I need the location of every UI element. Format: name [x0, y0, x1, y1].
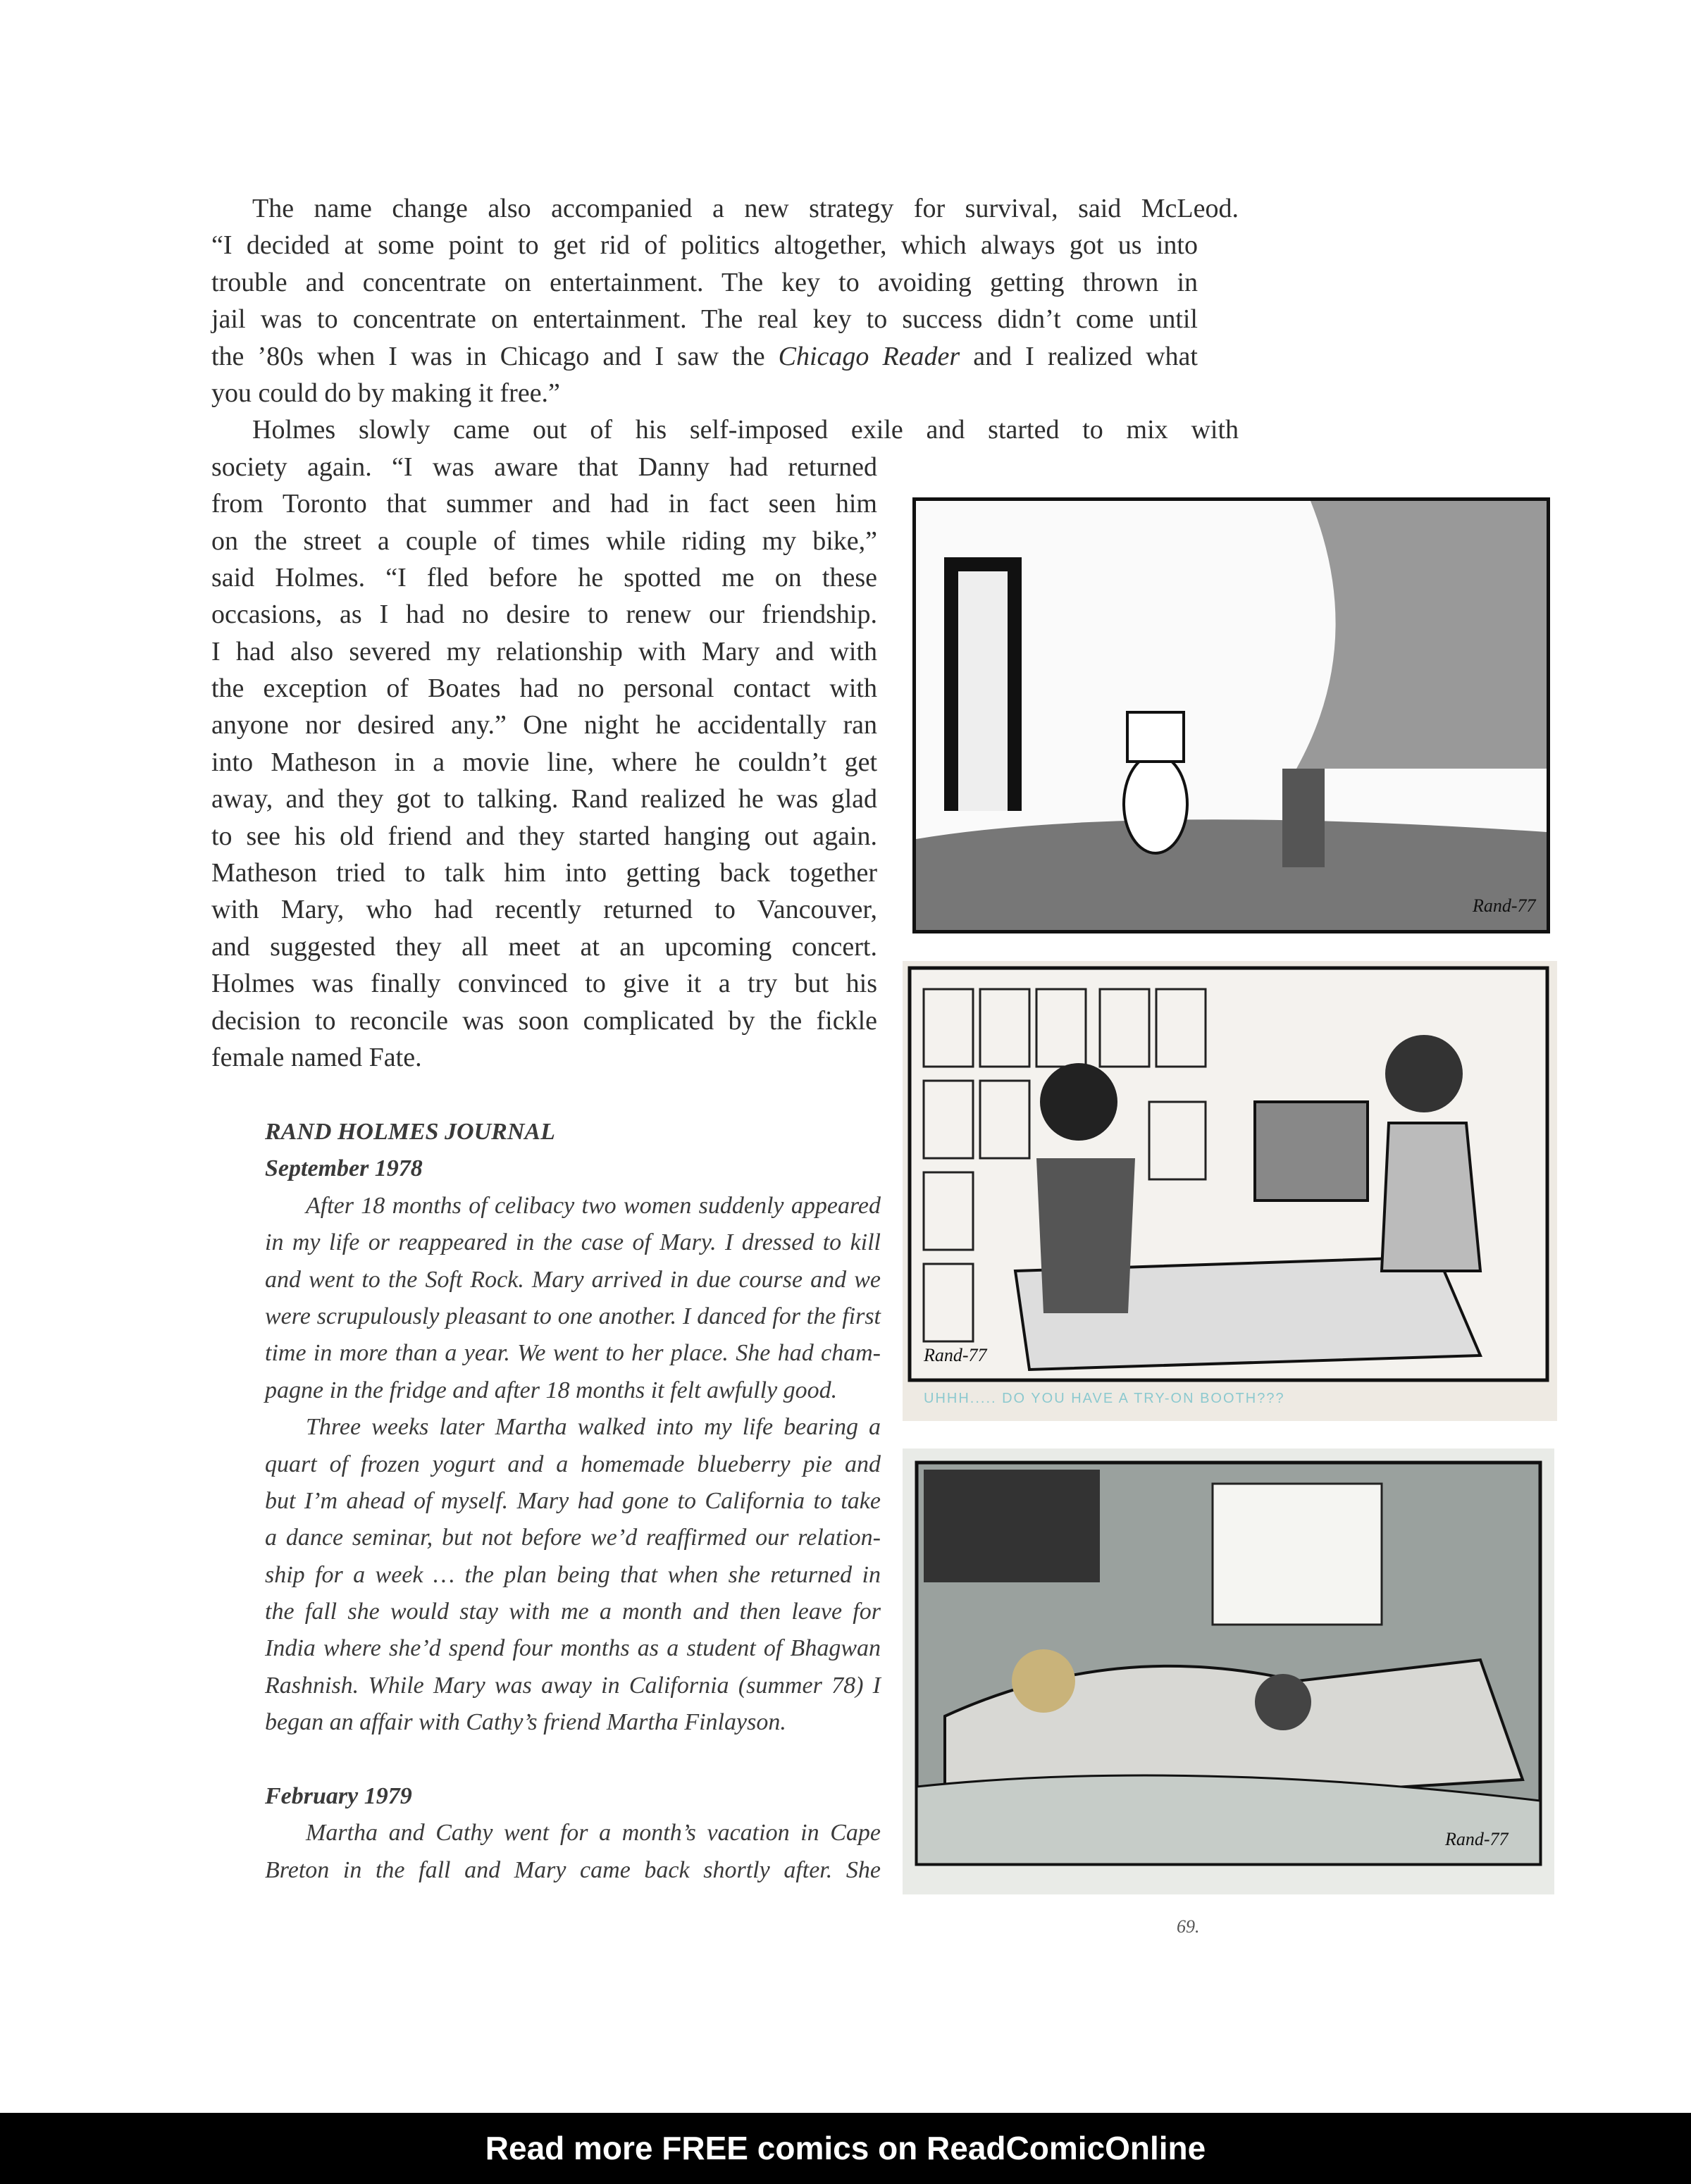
text-line: to see his old friend and they started hanging out again.: [211, 821, 877, 851]
text-line: ship for a week … the plan being that when she returned in: [265, 1561, 881, 1588]
text-line: the exception of Boates had no personal contact with: [211, 674, 877, 704]
artist-signature: Rand-77: [1473, 895, 1536, 916]
text-line: decision to reconcile was soon complicated by the fickle: [211, 1005, 877, 1036]
text-line: Breton in the fall and Mary came back shortly after. She: [265, 1856, 881, 1883]
text-line: female named Fate.: [211, 1042, 422, 1072]
journal-title: RAND HOLMES JOURNAL: [265, 1119, 555, 1145]
text-line: a dance seminar, but not before we’d reaffirmed our relation-: [265, 1525, 881, 1551]
text-segment: the ’80s when I was in Chicago and I saw the: [211, 341, 779, 371]
text-line: After 18 months of celibacy two women suddenly appeared: [306, 1192, 881, 1219]
text-line: away, and they got to talking. Rand realized he was glad: [211, 784, 877, 814]
text-line: Three weeks later Martha walked into my life bearing a: [306, 1414, 881, 1441]
text-line: said Holmes. “I fled before he spotted me on these: [211, 562, 877, 592]
text-line: with Mary, who had recently returned to Vancouver,: [211, 895, 877, 925]
promo-footer-banner[interactable]: Read more FREE comics on ReadComicOnline: [0, 2113, 1691, 2184]
text-line: I had also severed my relationship with Mary and with: [211, 636, 877, 666]
journal-entry-date: February 1979: [265, 1783, 412, 1810]
text-segment: and I realized what: [960, 341, 1198, 371]
page-number: 69.: [1177, 1916, 1200, 1937]
text-line: trouble and concentrate on entertainment. The key to avoiding getting thrown in: [211, 267, 1198, 297]
illustration-art: [903, 961, 1557, 1421]
comic-illustration-bedroom: [903, 1448, 1554, 1894]
text-line: began an affair with Cathy’s friend Martha Finlayson.: [265, 1709, 786, 1736]
text-line: “I decided at some point to get rid of politics altogether, which always got us into: [211, 230, 1198, 261]
text-line: The name change also accompanied a new strategy for survival, said McLeod.: [252, 194, 1239, 223]
journal-excerpt: [265, 1114, 881, 1889]
text-line: Martha and Cathy went for a month’s vacation in Cape: [306, 1820, 881, 1847]
text-line: were scrupulously pleasant to one another. I danced for the first: [265, 1303, 881, 1329]
text-line: anyone nor desired any.” One night he accidentally ran: [211, 710, 877, 740]
publication-title: Chicago Reader: [778, 341, 960, 371]
comic-illustration-shop: [903, 961, 1557, 1421]
text-line: jail was to concentrate on entertainment. The real key to success didn’t come until: [211, 304, 1198, 335]
artist-signature: Rand-77: [1445, 1829, 1509, 1849]
illustration-art: [903, 1448, 1554, 1894]
text-line: society again. “I was aware that Danny had returned: [211, 452, 877, 482]
text-line: Holmes slowly came out of his self-imposed exile and started to mix with: [252, 415, 1239, 445]
text-line: but I’m ahead of myself. Mary had gone to California to take: [265, 1487, 881, 1514]
text-line: and suggested they all meet at an upcoming concert.: [211, 931, 877, 962]
journal-entry-date: September 1978: [265, 1155, 423, 1182]
text-line: occasions, as I had no desire to renew our friendship.: [211, 600, 877, 630]
comic-illustration-bathroom: [912, 497, 1550, 933]
text-line: time in more than a year. We went to her place. She had cham-: [265, 1340, 881, 1367]
text-line: into Matheson in a movie line, where he couldn’t get: [211, 747, 877, 777]
text-line: [211, 338, 1198, 375]
text-line: Holmes was finally convinced to give it a try but his: [211, 969, 877, 999]
artist-signature: Rand-77: [924, 1345, 987, 1365]
text-line: and went to the Soft Rock. Mary arrived in due course and we: [265, 1266, 881, 1293]
spacer: [265, 1742, 881, 1778]
text-line: the fall she would stay with me a month and then leave for: [265, 1599, 881, 1625]
text-line: on the street a couple of times while riding my bike,”: [211, 526, 877, 556]
text-line: Rashnish. While Mary was away in California (summer 78) I: [265, 1672, 881, 1699]
text-line: India where she’d spend four months as a student of Bhagwan: [265, 1635, 881, 1662]
text-line: from Toronto that summer and had in fact seen him: [211, 489, 877, 519]
text-line: pagne in the fridge and after 18 months it felt awfully good.: [265, 1377, 838, 1403]
text-line: Matheson tried to talk him into getting back together: [211, 858, 877, 888]
text-line: you could do by making it free.”: [211, 378, 560, 408]
illustration-art: [916, 501, 1547, 930]
pencil-caption: UHHH..... DO YOU HAVE A TRY-ON BOOTH???: [924, 1391, 1285, 1406]
text-line: quart of frozen yogurt and a homemade blueberry pie and: [265, 1451, 881, 1477]
text-line: in my life or reappeared in the case of Mary. I dressed to kill: [265, 1229, 881, 1256]
